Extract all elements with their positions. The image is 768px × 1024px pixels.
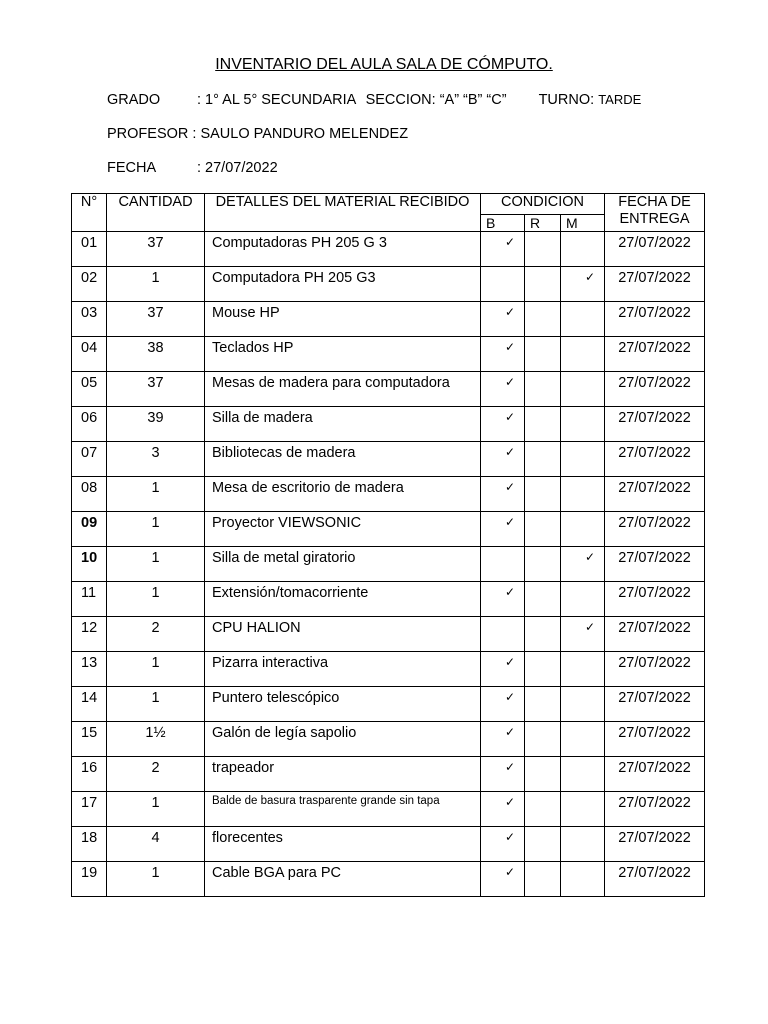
- condition-r-cell: [525, 827, 561, 862]
- fecha-line: [107, 160, 278, 176]
- row-date: 27/07/2022: [605, 337, 705, 372]
- condition-b-cell: [481, 302, 525, 337]
- grado-value: : 1° AL 5° SECUNDARIA: [197, 92, 356, 108]
- condition-m-cell: [561, 442, 605, 477]
- condition-r-cell: [525, 372, 561, 407]
- row-detail: Cable BGA para PC: [205, 862, 481, 897]
- check-mark-icon: ✓: [504, 655, 515, 669]
- condition-r-cell: [525, 512, 561, 547]
- row-date: 27/07/2022: [605, 617, 705, 652]
- row-date: 27/07/2022: [605, 477, 705, 512]
- row-quantity: 38: [107, 337, 205, 372]
- condition-m-cell: [561, 267, 605, 302]
- col-header-fecha: FECHA DE ENTREGA: [605, 194, 705, 232]
- col-header-b: B: [481, 215, 525, 232]
- condition-b-cell: [481, 337, 525, 372]
- condition-m-cell: [561, 477, 605, 512]
- profesor-line: PROFESOR : SAULO PANDURO MELENDEZ: [107, 126, 409, 142]
- row-detail: Mesa de escritorio de madera: [205, 477, 481, 512]
- check-mark-icon: ✓: [504, 830, 515, 844]
- condition-m-cell: [561, 547, 605, 582]
- condition-r-cell: [525, 757, 561, 792]
- check-mark-icon: ✓: [504, 795, 515, 809]
- condition-r-cell: [525, 792, 561, 827]
- row-date: 27/07/2022: [605, 582, 705, 617]
- condition-b-cell: [481, 512, 525, 547]
- row-number: 09: [72, 512, 107, 547]
- condition-m-cell: [561, 512, 605, 547]
- condition-r-cell: [525, 337, 561, 372]
- row-quantity: 1: [107, 792, 205, 827]
- condition-m-cell: [561, 827, 605, 862]
- condition-r-cell: [525, 547, 561, 582]
- row-date: 27/07/2022: [605, 862, 705, 897]
- condition-r-cell: [525, 652, 561, 687]
- table-row: [72, 862, 705, 897]
- row-detail: Puntero telescópico: [205, 687, 481, 722]
- table-row: [72, 547, 705, 582]
- condition-r-cell: [525, 267, 561, 302]
- turno-value: TARDE: [598, 92, 642, 107]
- condition-m-cell: [561, 792, 605, 827]
- table-row: [72, 757, 705, 792]
- table-row: [72, 687, 705, 722]
- row-number: 16: [72, 757, 107, 792]
- row-date: 27/07/2022: [605, 442, 705, 477]
- fecha-label: FECHA: [107, 160, 157, 176]
- row-detail: Teclados HP: [205, 337, 481, 372]
- row-quantity: 37: [107, 302, 205, 337]
- row-number: 17: [72, 792, 107, 827]
- row-detail: Silla de madera: [205, 407, 481, 442]
- condition-b-cell: [481, 722, 525, 757]
- col-header-condicion: CONDICION: [481, 194, 605, 215]
- grado-label: GRADO: [107, 92, 161, 108]
- row-detail: Bibliotecas de madera: [205, 442, 481, 477]
- condition-b-cell: [481, 267, 525, 302]
- row-date: 27/07/2022: [605, 512, 705, 547]
- condition-m-cell: [561, 337, 605, 372]
- condition-b-cell: [481, 232, 525, 267]
- row-quantity: 1: [107, 477, 205, 512]
- check-mark-icon: ✓: [504, 725, 515, 739]
- row-detail: Mesas de madera para computadora: [205, 372, 481, 407]
- table-row: [72, 302, 705, 337]
- row-quantity: 1: [107, 547, 205, 582]
- check-mark-icon: ✓: [504, 235, 515, 249]
- row-number: 04: [72, 337, 107, 372]
- condition-b-cell: [481, 827, 525, 862]
- check-mark-icon: ✓: [504, 480, 515, 494]
- grado-line: [107, 92, 641, 108]
- row-number: 18: [72, 827, 107, 862]
- condition-r-cell: [525, 582, 561, 617]
- table-row: [72, 372, 705, 407]
- row-number: 15: [72, 722, 107, 757]
- check-mark-icon: ✓: [584, 620, 596, 634]
- row-date: 27/07/2022: [605, 547, 705, 582]
- condition-r-cell: [525, 722, 561, 757]
- row-quantity: 2: [107, 757, 205, 792]
- condition-r-cell: [525, 862, 561, 897]
- row-quantity: 1: [107, 267, 205, 302]
- row-number: 08: [72, 477, 107, 512]
- row-detail: Computadoras PH 205 G 3: [205, 232, 481, 267]
- row-number: 19: [72, 862, 107, 897]
- condition-m-cell: [561, 757, 605, 792]
- col-header-r: R: [525, 215, 561, 232]
- row-detail: CPU HALION: [205, 617, 481, 652]
- row-number: 10: [72, 547, 107, 582]
- row-detail: Balde de basura trasparente grande sin tapa: [205, 792, 481, 827]
- row-number: 12: [72, 617, 107, 652]
- condition-m-cell: [561, 302, 605, 337]
- condition-m-cell: [561, 722, 605, 757]
- row-quantity: 4: [107, 827, 205, 862]
- condition-r-cell: [525, 477, 561, 512]
- check-mark-icon: ✓: [504, 515, 515, 529]
- condition-r-cell: [525, 617, 561, 652]
- condition-b-cell: [481, 617, 525, 652]
- condition-b-cell: [481, 407, 525, 442]
- row-detail: Pizarra interactiva: [205, 652, 481, 687]
- condition-b-cell: [481, 757, 525, 792]
- condition-b-cell: [481, 792, 525, 827]
- condition-m-cell: [561, 687, 605, 722]
- row-quantity: 1: [107, 582, 205, 617]
- col-header-num: N°: [72, 194, 107, 232]
- seccion-text: SECCION: “A” “B” “C”: [365, 92, 507, 108]
- col-header-cantidad: CANTIDAD: [107, 194, 205, 232]
- table-row: [72, 267, 705, 302]
- table-row: [72, 827, 705, 862]
- row-quantity: 1: [107, 862, 205, 897]
- row-date: 27/07/2022: [605, 652, 705, 687]
- condition-m-cell: [561, 582, 605, 617]
- condition-m-cell: [561, 652, 605, 687]
- check-mark-icon: ✓: [504, 375, 515, 389]
- row-number: 03: [72, 302, 107, 337]
- row-number: 07: [72, 442, 107, 477]
- inventory-table: [71, 193, 705, 897]
- row-detail: Computadora PH 205 G3: [205, 267, 481, 302]
- condition-b-cell: [481, 477, 525, 512]
- check-mark-icon: ✓: [504, 445, 515, 459]
- table-row: [72, 232, 705, 267]
- row-quantity: 3: [107, 442, 205, 477]
- check-mark-icon: ✓: [504, 410, 515, 424]
- table-row: [72, 442, 705, 477]
- condition-r-cell: [525, 232, 561, 267]
- condition-b-cell: [481, 372, 525, 407]
- row-number: 13: [72, 652, 107, 687]
- col-header-m: M: [561, 215, 605, 232]
- condition-m-cell: [561, 372, 605, 407]
- condition-m-cell: [561, 862, 605, 897]
- row-detail: Galón de legía sapolio: [205, 722, 481, 757]
- check-mark-icon: ✓: [504, 585, 515, 599]
- row-number: 05: [72, 372, 107, 407]
- row-number: 14: [72, 687, 107, 722]
- table-row: [72, 477, 705, 512]
- row-detail: Extensión/tomacorriente: [205, 582, 481, 617]
- check-mark-icon: ✓: [504, 305, 515, 319]
- table-row: [72, 512, 705, 547]
- table-row: [72, 652, 705, 687]
- row-date: 27/07/2022: [605, 232, 705, 267]
- row-date: 27/07/2022: [605, 827, 705, 862]
- row-detail: trapeador: [205, 757, 481, 792]
- row-date: 27/07/2022: [605, 372, 705, 407]
- row-date: 27/07/2022: [605, 722, 705, 757]
- row-number: 11: [72, 582, 107, 617]
- row-date: 27/07/2022: [605, 792, 705, 827]
- condition-m-cell: [561, 232, 605, 267]
- condition-b-cell: [481, 442, 525, 477]
- condition-m-cell: [561, 407, 605, 442]
- check-mark-icon: ✓: [504, 865, 515, 879]
- table-row: [72, 722, 705, 757]
- row-detail: Silla de metal giratorio: [205, 547, 481, 582]
- condition-b-cell: [481, 652, 525, 687]
- check-mark-icon: ✓: [504, 760, 515, 774]
- row-detail: Proyector VIEWSONIC: [205, 512, 481, 547]
- table-row: [72, 582, 705, 617]
- row-date: 27/07/2022: [605, 407, 705, 442]
- check-mark-icon: ✓: [504, 340, 515, 354]
- row-number: 02: [72, 267, 107, 302]
- row-detail: Mouse HP: [205, 302, 481, 337]
- condition-b-cell: [481, 687, 525, 722]
- row-quantity: 1: [107, 512, 205, 547]
- table-row: [72, 792, 705, 827]
- row-number: 06: [72, 407, 107, 442]
- row-date: 27/07/2022: [605, 687, 705, 722]
- check-mark-icon: ✓: [504, 690, 515, 704]
- row-date: 27/07/2022: [605, 267, 705, 302]
- row-detail: florecentes: [205, 827, 481, 862]
- document-title: INVENTARIO DEL AULA SALA DE CÓMPUTO.: [215, 56, 553, 73]
- condition-r-cell: [525, 407, 561, 442]
- condition-b-cell: [481, 582, 525, 617]
- fecha-value: : 27/07/2022: [197, 160, 278, 176]
- table-row: [72, 337, 705, 372]
- row-quantity: 2: [107, 617, 205, 652]
- condition-m-cell: [561, 617, 605, 652]
- row-quantity: 1: [107, 652, 205, 687]
- condition-r-cell: [525, 442, 561, 477]
- col-header-detalles: DETALLES DEL MATERIAL RECIBIDO: [205, 194, 481, 232]
- condition-b-cell: [481, 862, 525, 897]
- condition-b-cell: [481, 547, 525, 582]
- table-row: [72, 407, 705, 442]
- condition-r-cell: [525, 302, 561, 337]
- row-date: 27/07/2022: [605, 302, 705, 337]
- row-quantity: 1½: [107, 722, 205, 757]
- check-mark-icon: ✓: [584, 270, 596, 284]
- row-quantity: 1: [107, 687, 205, 722]
- row-quantity: 39: [107, 407, 205, 442]
- row-quantity: 37: [107, 232, 205, 267]
- table-row: [72, 617, 705, 652]
- row-date: 27/07/2022: [605, 757, 705, 792]
- turno-label: TURNO:: [538, 92, 595, 108]
- condition-r-cell: [525, 687, 561, 722]
- row-quantity: 37: [107, 372, 205, 407]
- check-mark-icon: ✓: [584, 550, 596, 564]
- row-number: 01: [72, 232, 107, 267]
